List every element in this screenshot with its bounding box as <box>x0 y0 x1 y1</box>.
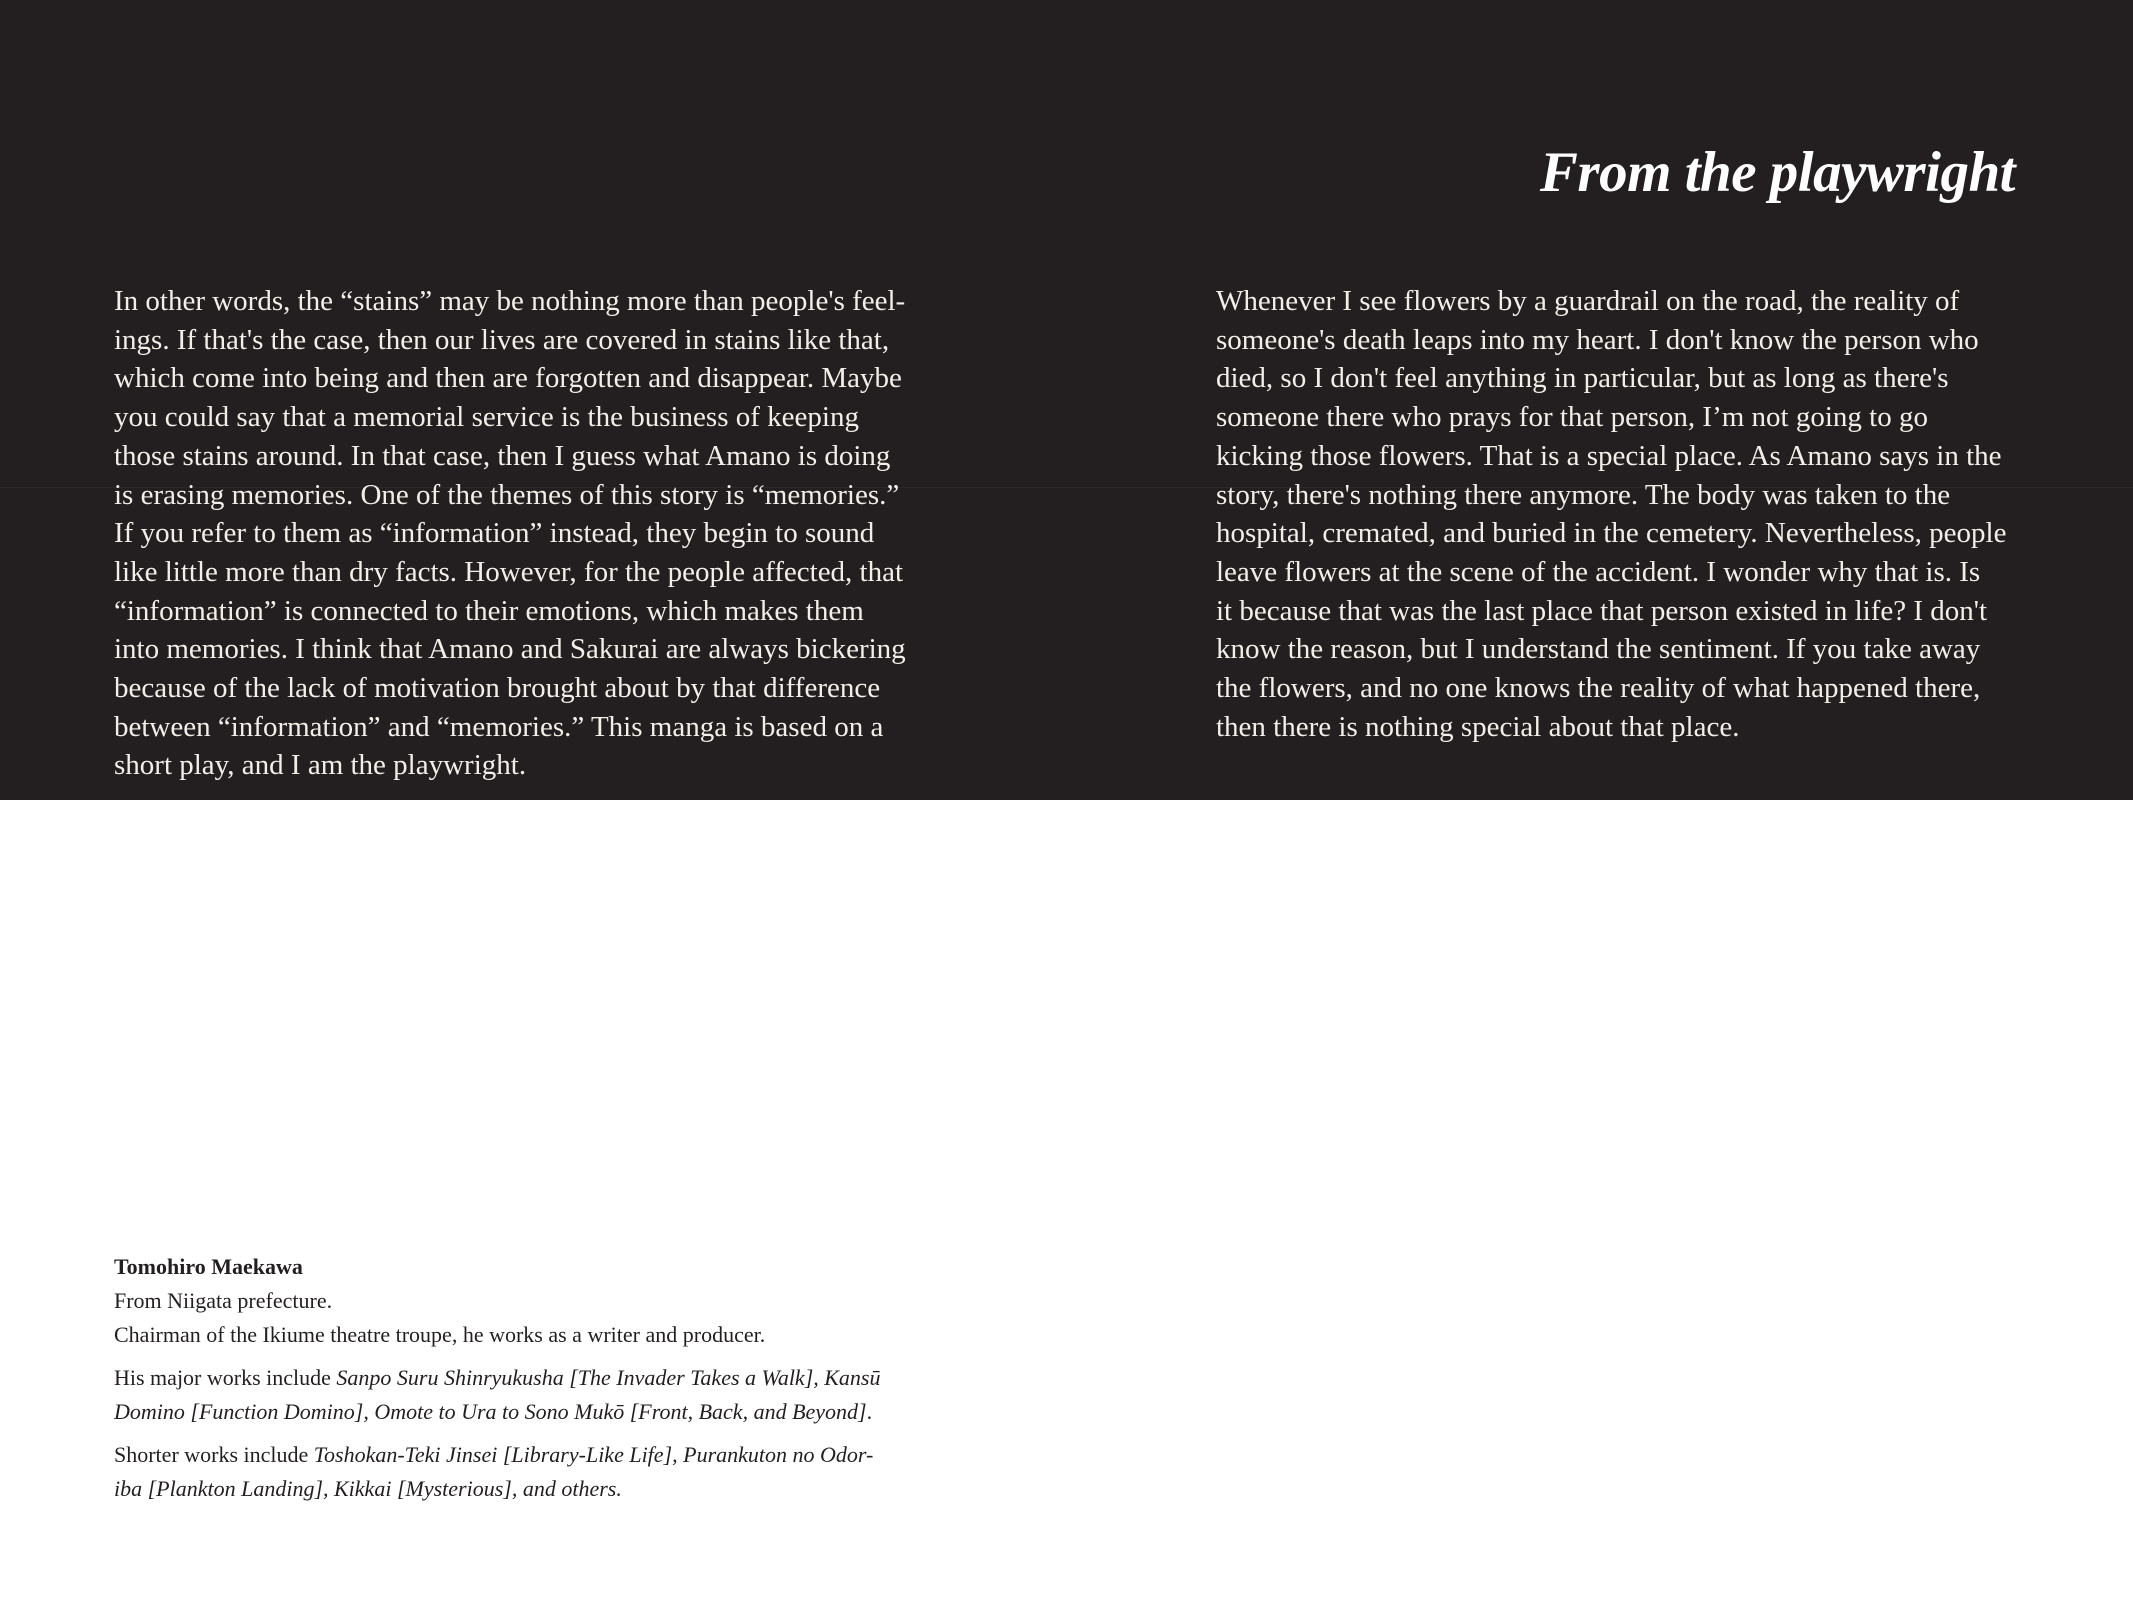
text-line: you could say that a memorial service is the business of keeping <box>114 401 859 434</box>
shorter-works <box>114 1438 944 1506</box>
text-line: hospital, cremated, and buried in the cemetery. Nevertheless, people <box>1216 517 2007 550</box>
text-line: know the reason, but I understand the sentiment. If you take away <box>1216 633 1981 666</box>
shorter-works-titles-line2: iba [Plankton Landing], Kikkai [Mysterious], and others. <box>114 1476 622 1501</box>
page-title: From the playwright <box>1539 141 2015 204</box>
shorter-works-titles-line1: Toshokan-Teki Jinsei [Library-Like Life], Purankuton no Odor- <box>313 1442 874 1467</box>
text-line: into memories. I think that Amano and Sakurai are always bickering <box>114 633 906 666</box>
major-works-titles-line1: Sanpo Suru Shinryukusha [The Invader Takes a Walk], Kansū <box>336 1365 881 1390</box>
text-line: those stains around. In that case, then I guess what Amano is doing <box>114 439 891 472</box>
text-line: ings. If that's the case, then our lives are covered in stains like that, <box>114 323 890 356</box>
text-line: story, there's nothing there anymore. The body was taken to the <box>1216 478 1951 511</box>
text-line: because of the lack of motivation brought about by that difference <box>114 672 881 705</box>
author-origin: From Niigata prefecture. <box>114 1288 333 1313</box>
author-role: Chairman of the Ikiume theatre troupe, he works as a writer and producer. <box>114 1322 766 1347</box>
text-line: Whenever I see flowers by a guardrail on the road, the reality of <box>1216 285 1960 317</box>
text-line: like little more than dry facts. However, for the people affected, that <box>114 555 904 588</box>
text-line: between “information” and “memories.” This manga is based on a <box>114 710 884 743</box>
text-line: someone's death leaps into my heart. I don't know the person who <box>1216 323 1979 356</box>
major-works-suffix: . <box>866 1399 873 1424</box>
text-line: it because that was the last place that person existed in life? I don't <box>1216 594 1988 627</box>
text-line: kicking those flowers. That is a special place. As Amano says in the <box>1216 439 2002 472</box>
text-line: is erasing memories. One of the themes of this story is “memories.” <box>114 478 900 511</box>
author-name: Tomohiro Maekawa <box>114 1254 303 1279</box>
right-text-column <box>1216 282 2046 746</box>
text-line: leave flowers at the scene of the accident. I wonder why that is. Is <box>1216 555 1981 588</box>
text-line: which come into being and then are forgotten and disappear. Maybe <box>114 362 902 395</box>
author-bio <box>114 1250 944 1506</box>
text-line: died, so I don't feel anything in particular, but as long as there's <box>1216 362 1949 395</box>
text-line: then there is nothing special about that place. <box>1216 710 1740 743</box>
text-line: In other words, the “stains” may be nothing more than people's feel- <box>114 285 906 317</box>
text-line: the flowers, and no one knows the reality of what happened there, <box>1216 672 1981 705</box>
text-line: short play, and I am the playwright. <box>114 749 527 782</box>
text-line: If you refer to them as “information” instead, they begin to sound <box>114 517 875 550</box>
shorter-works-prefix: Shorter works include <box>114 1442 314 1467</box>
major-works-titles-line2: Domino [Function Domino], Omote to Ura to Sono Mukō [Front, Back, and Beyond] <box>114 1399 867 1424</box>
major-works-prefix: His major works include <box>114 1365 337 1390</box>
left-text-column <box>114 282 944 785</box>
text-line: “information” is connected to their emotions, which makes them <box>114 594 864 627</box>
major-works <box>114 1361 944 1429</box>
text-line: someone there who prays for that person, I’m not going to go <box>1216 401 1928 434</box>
